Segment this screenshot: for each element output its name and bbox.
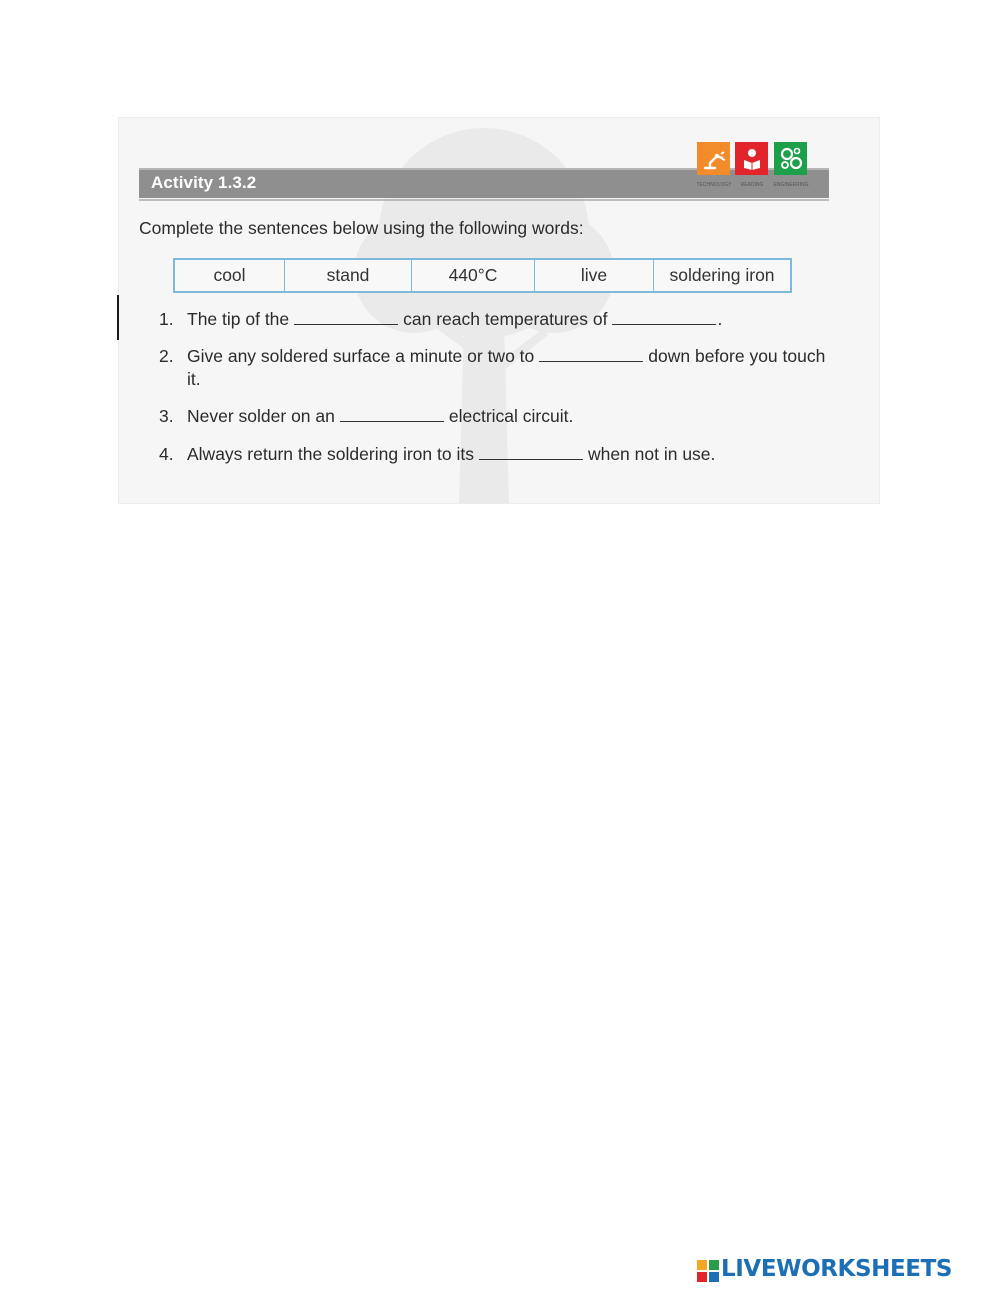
word-bank-table [173,258,792,293]
brand-name: LIVEWORKSHEETS [721,1256,953,1282]
activity-card [118,117,880,504]
word-bank-cell: cool [175,260,285,291]
badge-caption-engineering: ENGINEERING [773,182,809,188]
word-bank-cell: soldering iron [669,265,775,285]
reading-person-icon [735,142,768,175]
answer-blank[interactable] [612,323,716,325]
question-text: when not in use. [587,444,716,464]
word-bank-cell: 440°C [412,260,535,291]
word-bank-cell: live [535,260,654,291]
question-number: 4. [159,444,174,464]
question-text: it. [187,369,201,389]
question-number: 2. [159,346,174,366]
subject-badges [697,142,809,198]
answer-blank[interactable] [340,420,444,422]
question-number: 1. [159,309,174,329]
question-text: Always return the soldering iron to its [187,444,474,464]
question-number: 3. [159,406,174,426]
activity-title: Activity 1.3.2 [151,173,257,192]
question-text: Never solder on an [187,406,335,426]
text-cursor-mark [117,295,119,340]
header-divider [139,199,829,201]
question-text: electrical circuit. [448,406,574,426]
question-text: . [717,309,723,329]
question-text: can reach temperatures of [403,309,608,329]
robot-arm-icon [697,142,730,175]
question-text: down before you touch [648,346,826,366]
answer-blank[interactable] [294,323,398,325]
gears-icon [774,142,807,175]
liveworksheets-logo-icon [697,1260,719,1282]
answer-blank[interactable] [479,458,583,460]
badge-caption-technology: TECHNOLOGY [696,182,732,188]
liveworksheets-logo[interactable] [697,1257,993,1283]
badge-caption-reading: READING [740,182,764,188]
word-bank-cell: stand [285,260,412,291]
question-text: Give any soldered surface a minute or two to [187,346,535,366]
answer-blank[interactable] [539,360,643,362]
instruction-text: Complete the sentences below using the following words: [139,218,584,238]
question-text: The tip of the [187,309,290,329]
